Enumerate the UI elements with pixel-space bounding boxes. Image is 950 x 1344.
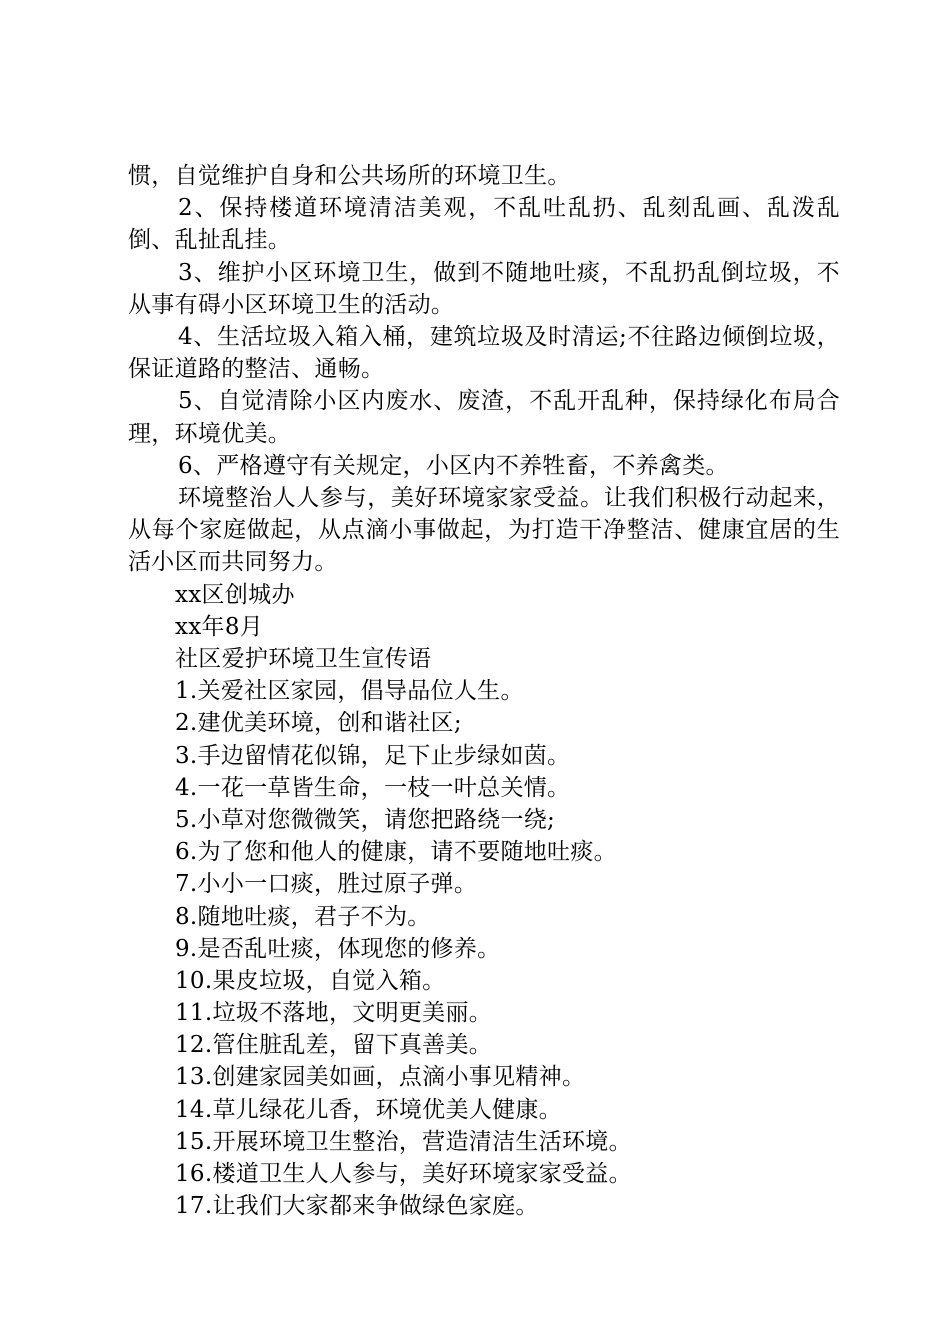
slogan-item: 9.是否乱吐痰，体现您的修养。 [175,935,501,962]
slogan-item: 7.小小一口痰，胜过原子弹。 [175,871,478,898]
slogan-item: 13.创建家园美如画，点滴小事见精神。 [175,1064,586,1091]
slogan-item: 5.小草对您微微笑，请您把路绕一绕; [175,806,556,833]
slogan-item: 1.关爱社区家园，倡导品位人生。 [175,678,524,705]
rule-item-4: 4、生活垃圾入箱入桶，建筑垃圾及时清运;不往路边倾倒垃圾，保证道路的整洁、通畅。 [128,324,840,383]
paragraph-continuation: 惯，自觉维护自身和公共场所的环境卫生。 [128,163,571,189]
closing-paragraph: 环境整治人人参与，美好环境家家受益。让我们积极行动起来，从每个家庭做起，从点滴小事做起，为打造干净整洁、健康宜居的生活小区而共同努力。 [128,485,840,576]
document-page [128,160,840,1222]
slogan-item: 11.垃圾不落地，文明更美丽。 [175,1000,493,1027]
signature-date: xx年8月 [175,613,264,640]
slogan-item: 17.让我们大家都来争做绿色家庭。 [175,1193,539,1220]
slogan-item: 12.管住脏乱差，留下真善美。 [175,1032,493,1059]
rule-item-5: 5、自觉清除小区内废水、废渣，不乱开乱种，保持绿化布局合理，环境优美。 [128,388,840,447]
slogan-item: 16.楼道卫生人人参与，美好环境家家受益。 [175,1161,632,1188]
rule-item-3: 3、维护小区环境卫生，做到不随地吐痰，不乱扔乱倒垃圾，不从事有碍小区环境卫生的活动。 [128,259,840,318]
slogan-item: 14.草儿绿花儿香，环境优美人健康。 [175,1096,562,1123]
slogan-item: 4.一花一草皆生命，一枝一叶总关情。 [175,774,571,801]
signature-office: xx区创城办 [175,581,295,608]
slogan-item: 6.为了您和他人的健康，请不要随地吐痰。 [175,839,617,866]
slogan-item: 15.开展环境卫生整治，营造清洁生活环境。 [175,1128,632,1155]
slogan-item: 3.手边留情花似锦，足下止步绿如茵。 [175,742,571,769]
slogans-title: 社区爱护环境卫生宣传语 [175,646,432,673]
rule-item-2: 2、保持楼道环境清洁美观，不乱吐乱扔、乱刻乱画、乱泼乱倒、乱扯乱挂。 [128,195,840,254]
slogan-item: 2.建优美环境，创和谐社区; [175,710,462,737]
slogan-item: 10.果皮垃圾，自觉入箱。 [175,967,446,994]
slogan-item: 8.随地吐痰，君子不为。 [175,903,431,930]
rule-item-6: 6、严格遵守有关规定，小区内不养牲畜，不养禽类。 [178,452,729,479]
